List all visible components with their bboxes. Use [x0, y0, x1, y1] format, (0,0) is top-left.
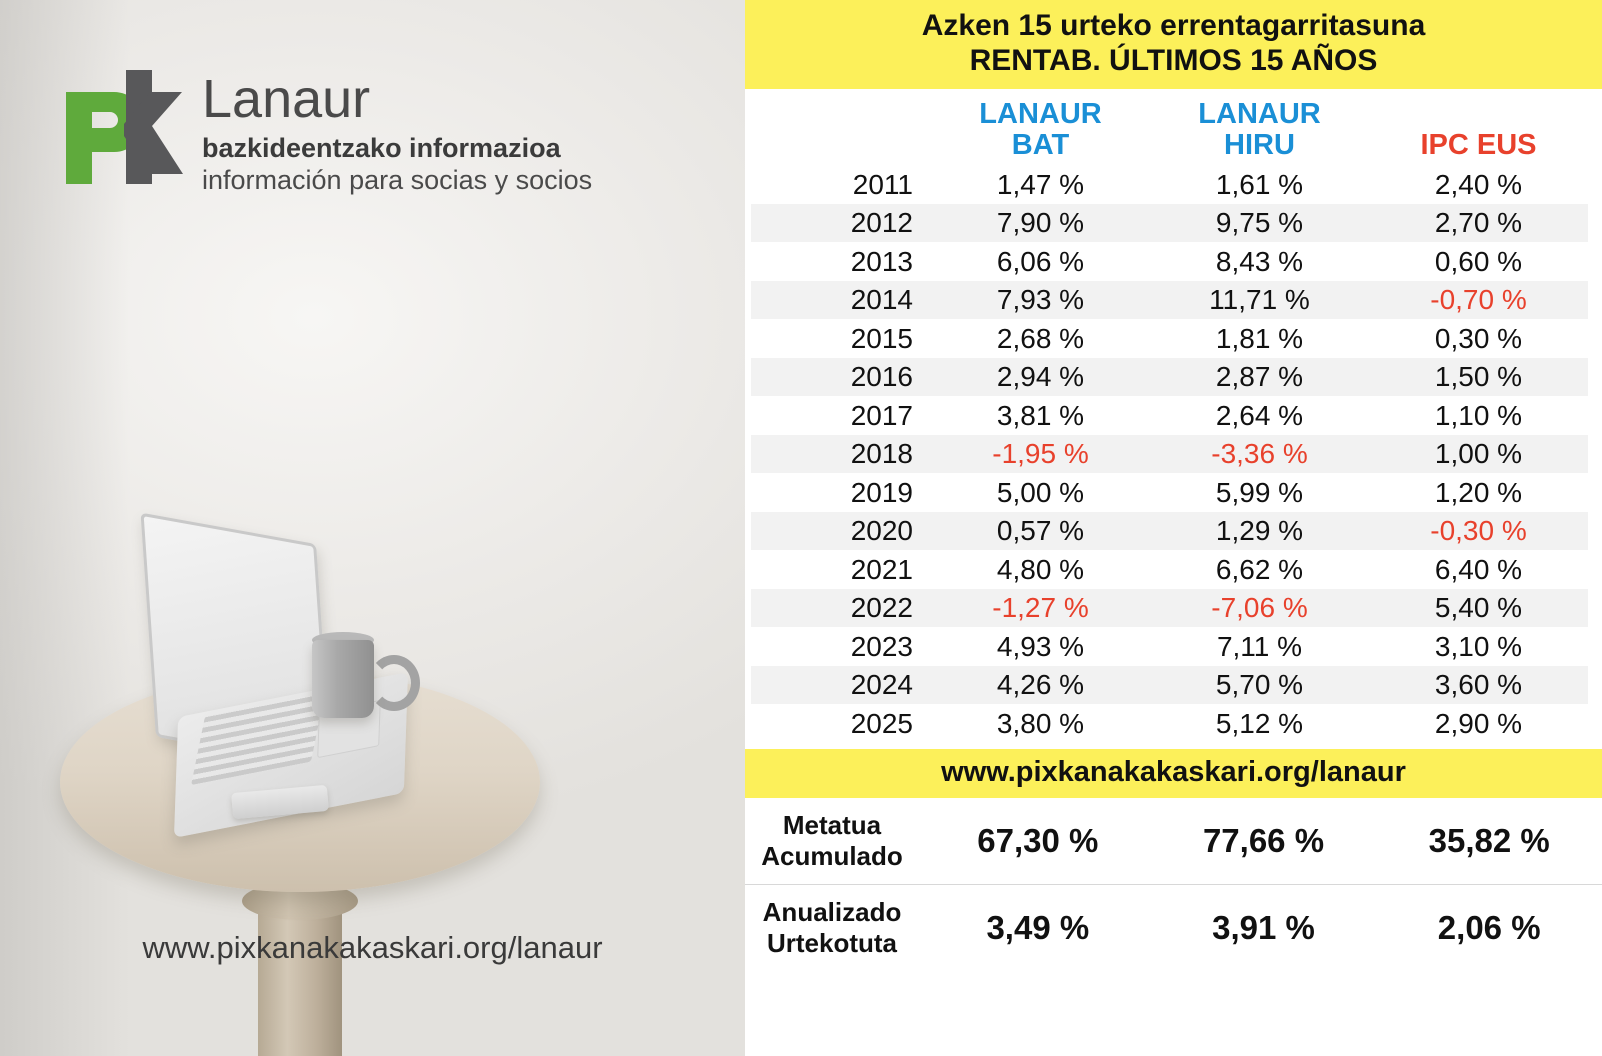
cell-ipc-eus: 1,00 %: [1434, 438, 1523, 470]
cell-ipc-eus: 3,10 %: [1434, 630, 1523, 662]
cell-lanaur-bat: 7,93 %: [996, 284, 1085, 316]
table-title-eu: Azken 15 urteko errentagarritasuna: [921, 9, 1426, 42]
cell-lanaur-bat: 2,94 %: [996, 361, 1085, 393]
header-lanaur-bat-line1: LANAUR: [979, 97, 1102, 130]
brand-logo: [52, 58, 592, 198]
brand-logo-text: [202, 58, 592, 195]
cell-lanaur-bat: 4,93 %: [996, 630, 1085, 662]
pk-logo-icon: [52, 58, 192, 198]
cell-year: 2025: [850, 707, 913, 739]
brand-title: Lanaur: [202, 69, 371, 129]
table-row: [751, 358, 1588, 397]
cell-year: 2023: [850, 630, 913, 662]
cell-lanaur-bat: 1,47 %: [996, 168, 1085, 200]
cell-lanaur-bat: 4,26 %: [996, 669, 1085, 701]
summary-ipc-eus: 35,82 %: [1428, 821, 1550, 859]
data-table-panel: [745, 0, 1602, 1056]
header-lanaur-hiru-line1: LANAUR: [1198, 97, 1321, 130]
cell-year: 2017: [850, 399, 913, 431]
cell-lanaur-hiru: 5,70 %: [1215, 669, 1304, 701]
table-summary: [745, 798, 1602, 971]
cell-ipc-eus: 1,10 %: [1434, 399, 1523, 431]
cell-lanaur-hiru: 1,29 %: [1215, 515, 1304, 547]
left-branding-panel: [0, 0, 745, 1056]
cell-lanaur-bat: 0,57 %: [996, 515, 1085, 547]
table-row: [751, 589, 1588, 628]
table-row: [751, 242, 1588, 281]
cell-ipc-eus: 2,40 %: [1434, 168, 1523, 200]
cell-lanaur-hiru: 1,81 %: [1215, 322, 1304, 354]
table-row: [751, 704, 1588, 743]
cell-lanaur-bat: 6,06 %: [996, 245, 1085, 277]
cell-lanaur-bat: 5,00 %: [996, 476, 1085, 508]
table-row: [751, 627, 1588, 666]
cell-ipc-eus: 2,70 %: [1434, 207, 1523, 239]
summary-label-line2: Urtekotuta: [766, 927, 897, 958]
cell-lanaur-bat: -1,95 %: [992, 438, 1089, 470]
table-row: [751, 512, 1588, 551]
cell-lanaur-bat: 3,81 %: [996, 399, 1085, 431]
table-body: [745, 165, 1602, 743]
table-row: [751, 550, 1588, 589]
summary-label: [745, 810, 925, 872]
summary-label-line1: Anualizado: [762, 896, 902, 927]
summary-lanaur-bat: 3,49 %: [986, 908, 1090, 946]
summary-label-line2: Acumulado: [761, 840, 903, 871]
cell-lanaur-hiru: 11,71 %: [1209, 284, 1310, 316]
table-row: [751, 396, 1588, 435]
cell-year: 2014: [850, 284, 913, 316]
table-row: [751, 165, 1588, 204]
cell-year: 2012: [850, 207, 913, 239]
header-lanaur-bat: [931, 99, 1150, 162]
table-row: [751, 473, 1588, 512]
mug-icon: [312, 640, 374, 718]
cell-lanaur-hiru: 5,99 %: [1215, 476, 1304, 508]
summary-lanaur-bat: 67,30 %: [977, 821, 1099, 859]
cell-lanaur-hiru: 8,43 %: [1215, 245, 1304, 277]
cell-year: 2015: [850, 322, 913, 354]
header-lanaur-hiru: [1150, 99, 1369, 162]
cell-year: 2024: [850, 669, 913, 701]
brand-subtitle-es: información para socias y socios: [202, 164, 593, 195]
table-row: [751, 281, 1588, 320]
cell-lanaur-hiru: -3,36 %: [1211, 438, 1308, 470]
summary-row: [745, 884, 1602, 971]
cell-lanaur-bat: 3,80 %: [996, 707, 1085, 739]
cell-year: 2016: [850, 361, 913, 393]
cell-lanaur-hiru: -7,06 %: [1211, 592, 1308, 624]
cell-ipc-eus: 6,40 %: [1434, 553, 1523, 585]
cell-year: 2011: [852, 168, 913, 200]
table-row: [751, 319, 1588, 358]
summary-label: [745, 897, 925, 959]
cell-year: 2020: [850, 515, 913, 547]
brand-subtitle-eu: bazkideentzako informazioa: [202, 133, 561, 163]
cell-lanaur-bat: -1,27 %: [992, 592, 1089, 624]
cell-year: 2019: [850, 476, 913, 508]
cell-ipc-eus: 5,40 %: [1434, 592, 1523, 624]
cell-lanaur-hiru: 2,64 %: [1215, 399, 1304, 431]
cell-lanaur-hiru: 1,61 %: [1215, 168, 1304, 200]
summary-lanaur-hiru: 77,66 %: [1202, 821, 1325, 859]
table-title-banner: [745, 0, 1602, 89]
mug-handle: [368, 655, 420, 711]
header-lanaur-hiru-line2: HIRU: [1224, 129, 1295, 162]
table-title-es: RENTAB. ÚLTIMOS 15 AÑOS: [969, 44, 1378, 78]
table-row: [751, 204, 1588, 243]
cell-lanaur-hiru: 7,11 %: [1216, 630, 1303, 662]
cell-ipc-eus: 0,30 %: [1434, 322, 1523, 354]
website-url-banner[interactable]: www.pixkanakakaskari.org/lanaur: [745, 749, 1602, 798]
table-row: [751, 435, 1588, 474]
summary-ipc-eus: 2,06 %: [1437, 908, 1541, 946]
header-lanaur-bat-line2: BAT: [1011, 129, 1070, 162]
cell-ipc-eus: -0,70 %: [1430, 284, 1527, 316]
header-ipc-eus: [1369, 130, 1588, 161]
cell-ipc-eus: 1,50 %: [1434, 361, 1523, 393]
cell-ipc-eus: 3,60 %: [1434, 669, 1523, 701]
cell-ipc-eus: 1,20 %: [1434, 476, 1523, 508]
cell-year: 2013: [850, 245, 913, 277]
cell-lanaur-hiru: 2,87 %: [1215, 361, 1304, 393]
cell-lanaur-hiru: 5,12 %: [1215, 707, 1304, 739]
summary-lanaur-hiru: 3,91 %: [1212, 908, 1315, 946]
website-url-left[interactable]: www.pixkanakakaskari.org/lanaur: [142, 930, 603, 965]
table-column-headers: [745, 89, 1602, 166]
summary-row: [745, 798, 1602, 884]
cell-lanaur-hiru: 9,75 %: [1215, 207, 1304, 239]
cell-ipc-eus: -0,30 %: [1430, 515, 1527, 547]
summary-label-line1: Metatua: [782, 809, 882, 840]
cell-lanaur-hiru: 6,62 %: [1215, 553, 1304, 585]
cell-year: 2022: [850, 592, 913, 624]
cell-year: 2018: [850, 438, 913, 470]
cell-year: 2021: [850, 553, 913, 585]
cell-lanaur-bat: 7,90 %: [996, 207, 1085, 239]
cell-lanaur-bat: 2,68 %: [996, 322, 1085, 354]
table-row: [751, 666, 1588, 705]
header-ipc-eus-line1: IPC EUS: [1420, 129, 1537, 162]
cell-ipc-eus: 0,60 %: [1434, 245, 1523, 277]
cell-lanaur-bat: 4,80 %: [996, 553, 1085, 585]
cell-ipc-eus: 2,90 %: [1434, 707, 1523, 739]
